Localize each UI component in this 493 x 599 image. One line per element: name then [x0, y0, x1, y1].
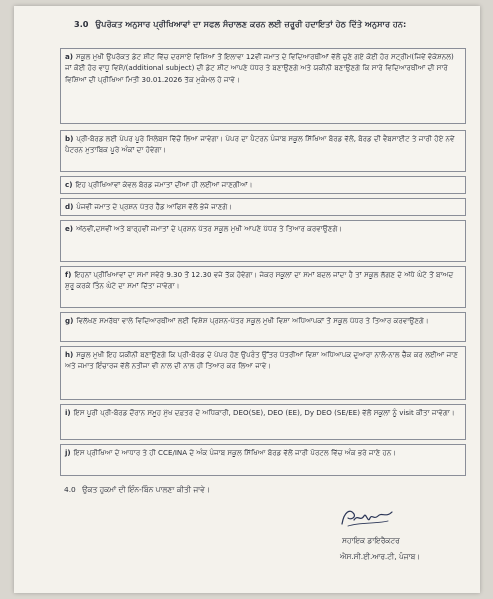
instruction-text: ਅੱਠਵੀਂ,ਦਸਵੀਂ ਅਤੇ ਬਾਰ੍ਹਵੀਂ ਜਮਾਤਾਂ ਦੇ ਪ੍ਰਸ਼ਨ ਪੱਤਰ ਸਕੂਲ ਮੁਖੀ ਆਪਣੇ ਪੱਧਰ ਤੇ ਤਿਆਰ ਕਰਵਾਉਣਗੇ। — [76, 224, 343, 233]
instruction-text: ਪੰਜਵੀਂ ਜਮਾਤ ਦੇ ਪ੍ਰਸ਼ਨ ਪੱਤਰ ਹੈੱਡ ਆਫਿਸ ਵੱਲੋਂ ਭੇਜੇ ਜਾਣਗੇ। — [76, 202, 233, 211]
closing-number: 4.0 — [64, 485, 76, 494]
instruction-label: b) — [65, 134, 74, 143]
instruction-j — [60, 444, 466, 476]
instruction-h — [60, 346, 466, 400]
instruction-text: ਵਿਲੱਖਣ ਸਮਰੱਥਾ ਵਾਲੇ ਵਿਦਿਆਰਥੀਆਂ ਲਈ ਵਿਸ਼ੇਸ਼ ਪ੍ਰਸ਼ਨ-ਪੱਤਰ ਸਕੂਲ ਮੁਖੀ ਵਿਸ਼ਾ ਅਧਿਆਪਕਾਂ ਤੋਂ ਸਕੂਲ ਪੱਧਰ ਤੇ ਤਿਆਰ ਕਰਵਾਉਣਗੇ। — [76, 316, 429, 325]
signatory-office: ਐਸ.ਸੀ.ਈ.ਆਰ.ਟੀ, ਪੰਜਾਬ। — [340, 552, 421, 561]
instruction-label: e) — [65, 224, 74, 233]
instruction-label: d) — [65, 202, 74, 211]
closing-order — [64, 484, 464, 495]
instruction-label: f) — [65, 270, 72, 279]
instruction-a — [60, 48, 466, 124]
instruction-label: g) — [65, 316, 74, 325]
instruction-text: ਇਸ ਪ੍ਰੀਖਿਆ ਦੇ ਆਧਾਰ ਤੇ ਹੀ CCE/INA ਦੇ ਅੰਕ ਪੰਜਾਬ ਸਕੂਲ ਸਿੱਖਿਆ ਬੋਰਡ ਵੱਲੋਂ ਜਾਰੀ ਪੋਰਟਲ ਵਿੱਚ ਅੰਕ ਭਰੇ ਜਾਣੇ ਹਨ। — [73, 448, 397, 457]
handwritten-signature — [338, 506, 398, 528]
instruction-text: ਸਕੂਲ ਮੁਖੀ ਉਪਰੋਕਤ ਡੇਟ ਸ਼ੀਟ ਵਿੱਚ ਦਰਸਾਏ ਵਿਸ਼ਿਆਂ ਤੋਂ ਇਲਾਵਾ 12ਵੀਂ ਜਮਾਤ ਦੇ ਵਿਦਿਆਰਥੀਆਂ ਵੱਲੋਂ ਚੁਣੇ ਗਏ ਕੋਈ ਹੋਰ ਸਟ੍ਰੀਮ(ਜਿਵੇਂ ਵੋਕੇਸ਼ਨਲ) ਜਾਂ ਕੋਈ ਹੋਰ ਵਾਧੂ ਵਿਸ਼ੇ/(additional subject) ਦੀ ਡੇਟ ਸ਼ੀਟ ਆਪਣੇ ਪੱਧਰ ਤੇ ਬਣਾਉਣਗੇ ਅਤੇ ਯਕੀਨੀ ਬਣਾਉਣਗੇ ਕਿ ਸਾਰੇ ਵਿਦਿਆਰਥੀਆਂ ਦੀ ਸਾਰੇ ਵਿਸ਼ਿਆਂ ਦੀ ਪ੍ਰੀਖਿਆ ਮਿਤੀ 30.01.2026 ਤੱਕ ਮੁਕੰਮਲ ਹੋ ਜਾਵੇ। — [65, 52, 454, 84]
instruction-label: c) — [65, 180, 73, 189]
instruction-text: ਪ੍ਰੀ-ਬੋਰਡ ਲਈ ਪੇਪਰ ਪੂਰੇ ਸਿਲੇਬਸ ਵਿੱਚੋਂ ਲਿਆ ਜਾਵੇਗਾ। ਪੇਪਰ ਦਾ ਪੈਟਰਨ ਪੰਜਾਬ ਸਕੂਲ ਸਿੱਖਿਆ ਬੋਰਡ ਵੱਲੋਂ, ਬੋਰਡ ਦੀ ਵੈਬਸਾਈਟ ਤੇ ਜਾਰੀ ਹੋਏ ਨਵੇਂ ਪੈਟਰਨ ਮੁਤਾਬਿਕ ਪੂਰੇ ਅੰਕਾਂ ਦਾ ਹੋਵੇਗਾ। — [65, 134, 455, 155]
instruction-f — [60, 266, 466, 308]
instruction-text: ਇਸ ਪੂਰੀ ਪ੍ਰੀ-ਬੋਰਡ ਦੌਰਾਨ ਸਮੂਹ ਮੁੱਖ ਦਫ਼ਤਰ ਦੇ ਅਧਿਕਾਰੀ, DEO(SE), DEO (EE), Dy DEO (SE/EE) ਵੱਲੋਂ ਸਕੂਲਾਂ ਨੂੰ visit ਕੀਤਾ ਜਾਵੇਗਾ। — [73, 408, 455, 417]
instruction-label: j) — [65, 448, 71, 457]
instruction-label: a) — [65, 52, 74, 61]
section-heading-text: ਉਪਰੋਕਤ ਅਨੁਸਾਰ ਪ੍ਰੀਖਿਆਵਾਂ ਦਾ ਸਫਲ ਸੰਚਾਲਣ ਕਰਨ ਲਈ ਜ਼ਰੂਰੀ ਹਦਾਇਤਾਂ ਹੇਠ ਦਿੱਤੇ ਅਨੁਸਾਰ ਹਨ: — [95, 19, 407, 29]
instruction-text: ਇਹਨਾਂ ਪ੍ਰੀਖਿਆਵਾਂ ਦਾ ਸਮਾਂ ਸਵੇਰੇ 9.30 ਤੋਂ 12.30 ਵਜੇ ਤੱਕ ਹੋਵੇਗਾ। ਜੇਕਰ ਸਕੂਲਾਂ ਦਾ ਸਮਾਂ ਬਦਲ ਜਾਂਦਾ ਹੈ ਤਾਂ ਸਕੂਲ ਲੱਗਣ ਦੇ ਅੱਧੇ ਘੰਟੇ ਤੋਂ ਬਾਅਦ ਸ਼ੁਰੂ ਕਰਕੇ ਤਿੰਨ ਘੰਟੇ ਦਾ ਸਮਾਂ ਦਿੱਤਾ ਜਾਵੇਗਾ। — [65, 270, 454, 291]
section-heading — [74, 18, 474, 30]
instruction-i — [60, 404, 466, 440]
instruction-b — [60, 130, 466, 172]
instruction-c — [60, 176, 466, 194]
instruction-g — [60, 312, 466, 342]
instruction-text: ਸਕੂਲ ਮੁਖੀ ਇਹ ਯਕੀਨੀ ਬਣਾਉਣਗੇ ਕਿ ਪ੍ਰੀ-ਬੋਰਡ ਦੇ ਪੇਪਰ ਹੋਣ ਉਪਰੰਤ ਉੱਤਰ ਪੱਤਰੀਆਂ ਵਿਸ਼ਾ ਅਧਿਆਪਕ ਦੁਆਰਾ ਨਾਲੋ-ਨਾਲ ਚੈੱਕ ਕਰ ਲਈਆਂ ਜਾਣ ਅਤੇ ਜਮਾਤ ਇੰਚਾਰਜ ਵੱਲੋਂ ਨਤੀਜਾ ਵੀ ਨਾਲ ਦੀ ਨਾਲ ਹੀ ਤਿਆਰ ਕਰ ਲਿਆ ਜਾਵੇ। — [65, 350, 458, 371]
signatory-designation: ਸਹਾਇਕ ਡਾਇਰੈਕਟਰ — [342, 536, 400, 545]
instruction-d — [60, 198, 466, 216]
section-number: 3.0 — [74, 19, 89, 29]
instruction-e — [60, 220, 466, 262]
instruction-text: ਇਹ ਪ੍ਰੀਖਿਆਵਾਂ ਕੇਵਲ ਬੋਰਡ ਜਮਾਤਾਂ ਦੀਆਂ ਹੀ ਲਈਆਂ ਜਾਣਗੀਆਂ। — [75, 180, 253, 189]
instruction-label: h) — [65, 350, 74, 359]
instruction-label: i) — [65, 408, 71, 417]
document-page — [14, 6, 480, 593]
closing-text: ਉਕਤ ਹੁਕਮਾਂ ਦੀ ਇੰਨ-ਬਿੰਨ ਪਾਲਣਾ ਕੀਤੀ ਜਾਵੇ। — [82, 485, 210, 494]
